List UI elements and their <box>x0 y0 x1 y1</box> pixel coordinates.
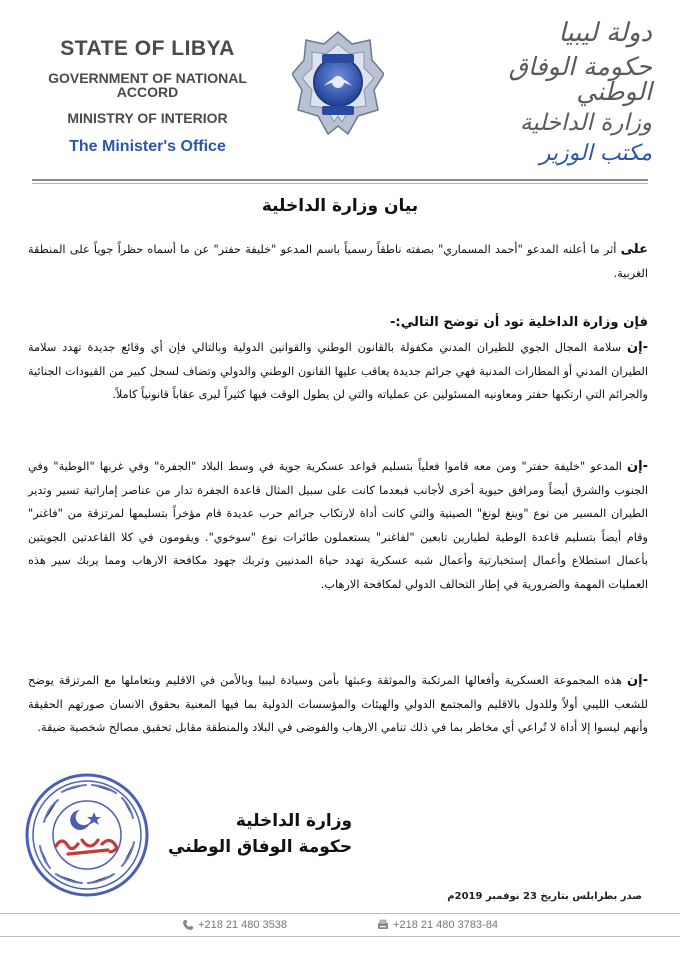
ministry-emblem-icon <box>292 30 384 142</box>
phone-number: +218 21 480 3538 <box>198 919 288 931</box>
letterhead-state-ar: دولة ليبيا <box>558 18 652 48</box>
letterhead-ministry-ar: وزارة الداخلية <box>519 110 652 136</box>
letterhead-office: The Minister's Office <box>69 138 226 155</box>
paragraph-text: المدعو "خليفة حفتر" ومن معه قاموا فعلياً بتسليم قواعد عسكرية جوية في وسط البلاد "الجفرة" وفي غربها "الوطية" وفي الجنوب والشرق أيضاً ومرافق حيوية أخرى لأجانب فبعدما كانت على سبيل المثال قاعدة الجفرة تدار من عناصر إماراتية تسير وتدير الطيران المسير من نوع "وينغ لونغ" الصينية والتي كانت أداة لارتكاب جرائم حرب عديدة قام مؤخراً بتسليمها لمرتزقة من "فاغنر" وقام أيضاً بتسليم قاعدة الوطية لطيارين تابعين "لفاغنر" يستعملون طائرات نوع "سوخوي". ويقومون في كلا القاعدتين الجويتين بأعمال استطلاع وأعمال إستخبارتية وأعمال شبه عسكرية تهدد حياة المدنيين وتربك جهود مكافحة الارهاب ومما يربك سير هذه العمليات المهمة والضرورية في إطار التحالف الدولي لمكافحة الارهاب. <box>28 460 648 591</box>
fax-icon <box>377 919 389 931</box>
official-stamp-icon <box>22 770 152 900</box>
signature-block <box>168 808 352 860</box>
paragraph-lead: -إن <box>627 673 648 688</box>
paragraph-lead: -إن <box>627 459 648 474</box>
footer-contact <box>0 913 680 937</box>
letterhead-government: GOVERNMENT OF NATIONAL ACCORD <box>48 70 247 100</box>
signature-ministry: وزارة الداخلية <box>235 811 353 831</box>
paragraph-airbases <box>28 455 648 596</box>
fax-number: +218 21 480 3783-84 <box>393 919 498 931</box>
footer-phone <box>182 919 287 931</box>
signature-government: حكومة الوفاق الوطني <box>168 837 353 857</box>
letterhead-office-ar: مكتب الوزير <box>539 141 652 166</box>
letterhead-state: STATE OF LIBYA <box>60 37 235 60</box>
letterhead-government-ar: حكومة الوفاق الوطني <box>508 52 652 106</box>
intro-lead: على <box>620 242 648 257</box>
paragraph-text: سلامة المجال الجوي للطيران المدني مكفولة بالقانون الوطني والقوانين الدولية وبالتالي فإن أي وقائع جديدة تهدد سلامة الطيران المدني أو المطارات المدنية فهي جرائم جديدة يعاقب عليها القانون الوطني والدولي وتضاف لسجل كبير من القيودات الجنائية والجرائم التي ارتكبها حفتر ومعاونيه المسئولين عن عملياته والتي لن يطول الوقت فيها كثيراً ليرى عقاباً قانونياً كاملاً. <box>28 341 648 401</box>
letterhead-arabic <box>462 20 652 165</box>
letterhead-ministry: MINISTRY OF INTERIOR <box>67 110 228 126</box>
paragraph-lead: -إن <box>627 340 648 355</box>
paragraph-airspace <box>28 336 648 407</box>
intro-text: أثر ما أعلنه المدعو "أحمد المسماري" بصفته ناطقاً رسمياً باسم المدعو "خليفة حفتر" عن ما أسماه حظراً جوياً على المنطقة الغربية. <box>28 243 648 280</box>
statement-title: بيان وزارة الداخلية <box>261 196 419 216</box>
intro-paragraph <box>28 238 648 285</box>
paragraph-group <box>28 669 648 740</box>
letterhead-english <box>30 38 265 155</box>
clarification-heading: فإن وزارة الداخلية تود أن توضح التالي:- <box>389 315 648 330</box>
header-divider-thin <box>32 183 648 184</box>
paragraph-text: هذه المجموعة العسكرية وأفعالها المرتكبة والموثقة وعبثها بأمن وسيادة ليبيا وبالأمن في الاقليم وبتعاملها مع المرتزقة يوضح للشعب الليبي أولاً وللدول بالاقليم والمجتمع الدولي والهيئات والمؤسسات الدولية بما فيها المعنية بحقوق الانسان صورتهم الحقيقة وأنهم ليسوا إلا أداة لا تُراعي أي مخاطر بما في ذلك تنامي الارهاب والفوضى في البلاد والمنطقة مقابل تحقيق مصالح شخصية ضيقة. <box>28 674 648 734</box>
footer-fax <box>377 919 498 931</box>
phone-icon <box>182 919 194 931</box>
issue-date: صدر بطرابلس بتاريخ 23 نوفمبر 2019م <box>447 891 642 902</box>
header-divider <box>32 179 648 181</box>
